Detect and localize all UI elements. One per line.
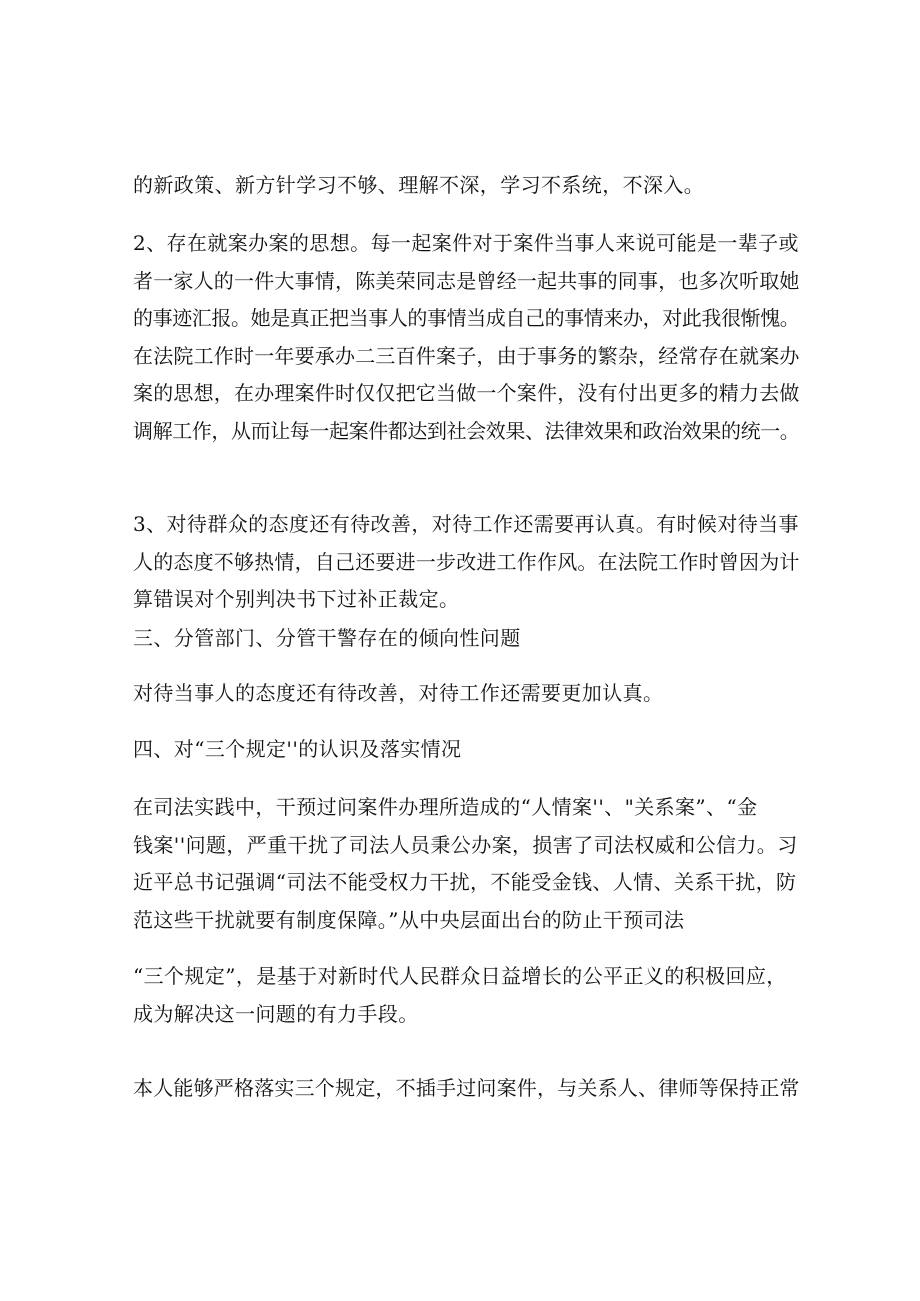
- text-line: 者一家人的一件大事情，陈美荣同志是曾经一起共事的同事，也多次听取她: [133, 268, 800, 293]
- paragraph-section-4-body: [133, 789, 801, 939]
- text-line: 成为解决这一问题的有力手段。: [133, 1001, 419, 1026]
- section-heading-3: [133, 621, 801, 655]
- text-line: 近平总书记强调“司法不能受权力干扰，不能受金钱、人情、关系干扰，防: [133, 870, 797, 894]
- text-line: 在司法实践中，干预过问案件办理所造成的“人情案''、"关系案”、“金: [133, 795, 758, 819]
- text-line: 调解工作，从而让每一起案件都达到社会效果、法律效果和政治效果的统一。: [133, 418, 800, 443]
- text-line: 钱案''问题，严重干扰了司法人员秉公办案，损害了司法权威和公信力。习: [133, 832, 798, 857]
- paragraph-self-statement: [133, 1071, 801, 1105]
- heading-line: 四、对“三个规定''的认识及落实情况: [133, 737, 462, 761]
- paragraph-three-rules: [133, 958, 801, 1033]
- text-line: “三个规定”，是基于对新时代人民群众日益增长的公平正义的积极回应，: [133, 964, 787, 988]
- text-line: 的事迹汇报。她是真正把当事人的事情当成自己的事情来办，对此我很惭愧。: [133, 306, 800, 331]
- text-line: 本人能够严格落实三个规定，不插手过问案件，与关系人、律师等保持正常: [133, 1076, 800, 1100]
- paragraph-section-3-body: [133, 676, 801, 710]
- section-heading-4: [133, 732, 801, 766]
- paragraph-item-3: [133, 506, 801, 619]
- text-line: 人的态度不够热情，自己还要进一步改进工作作风。在法院工作时曾因为计: [133, 549, 800, 574]
- text-line: 算错误对个别判决书下过补正裁定。: [133, 587, 460, 612]
- text-line: 案的思想，在办理案件时仅仅把它当做一个案件，没有付出更多的精力去做: [133, 381, 800, 406]
- paragraph-item-2: [133, 225, 801, 451]
- heading-line: 三、分管部门、分管干警存在的倾向性问题: [133, 626, 521, 650]
- text-line: 2、存在就案办案的思想。每一起案件对于案件当事人来说可能是一辈子或: [133, 231, 799, 255]
- text-line: 的新政策、新方针学习不够、理解不深，学习不系统，不深入。: [133, 173, 705, 197]
- paragraph-continuation: [133, 168, 801, 202]
- text-line: 在法院工作时一年要承办二三百件案子，由于事务的繁杂，经常存在就案办: [133, 343, 800, 368]
- text-line: 范这些干扰就要有制度保障。”从中央层面出台的防止干预司法: [133, 907, 685, 932]
- text-line: 对待当事人的态度还有待改善，对待工作还需要更加认真。: [133, 681, 664, 705]
- text-line: 3、对待群众的态度还有待改善，对待工作还需要再认真。有时候对待当事: [133, 512, 799, 536]
